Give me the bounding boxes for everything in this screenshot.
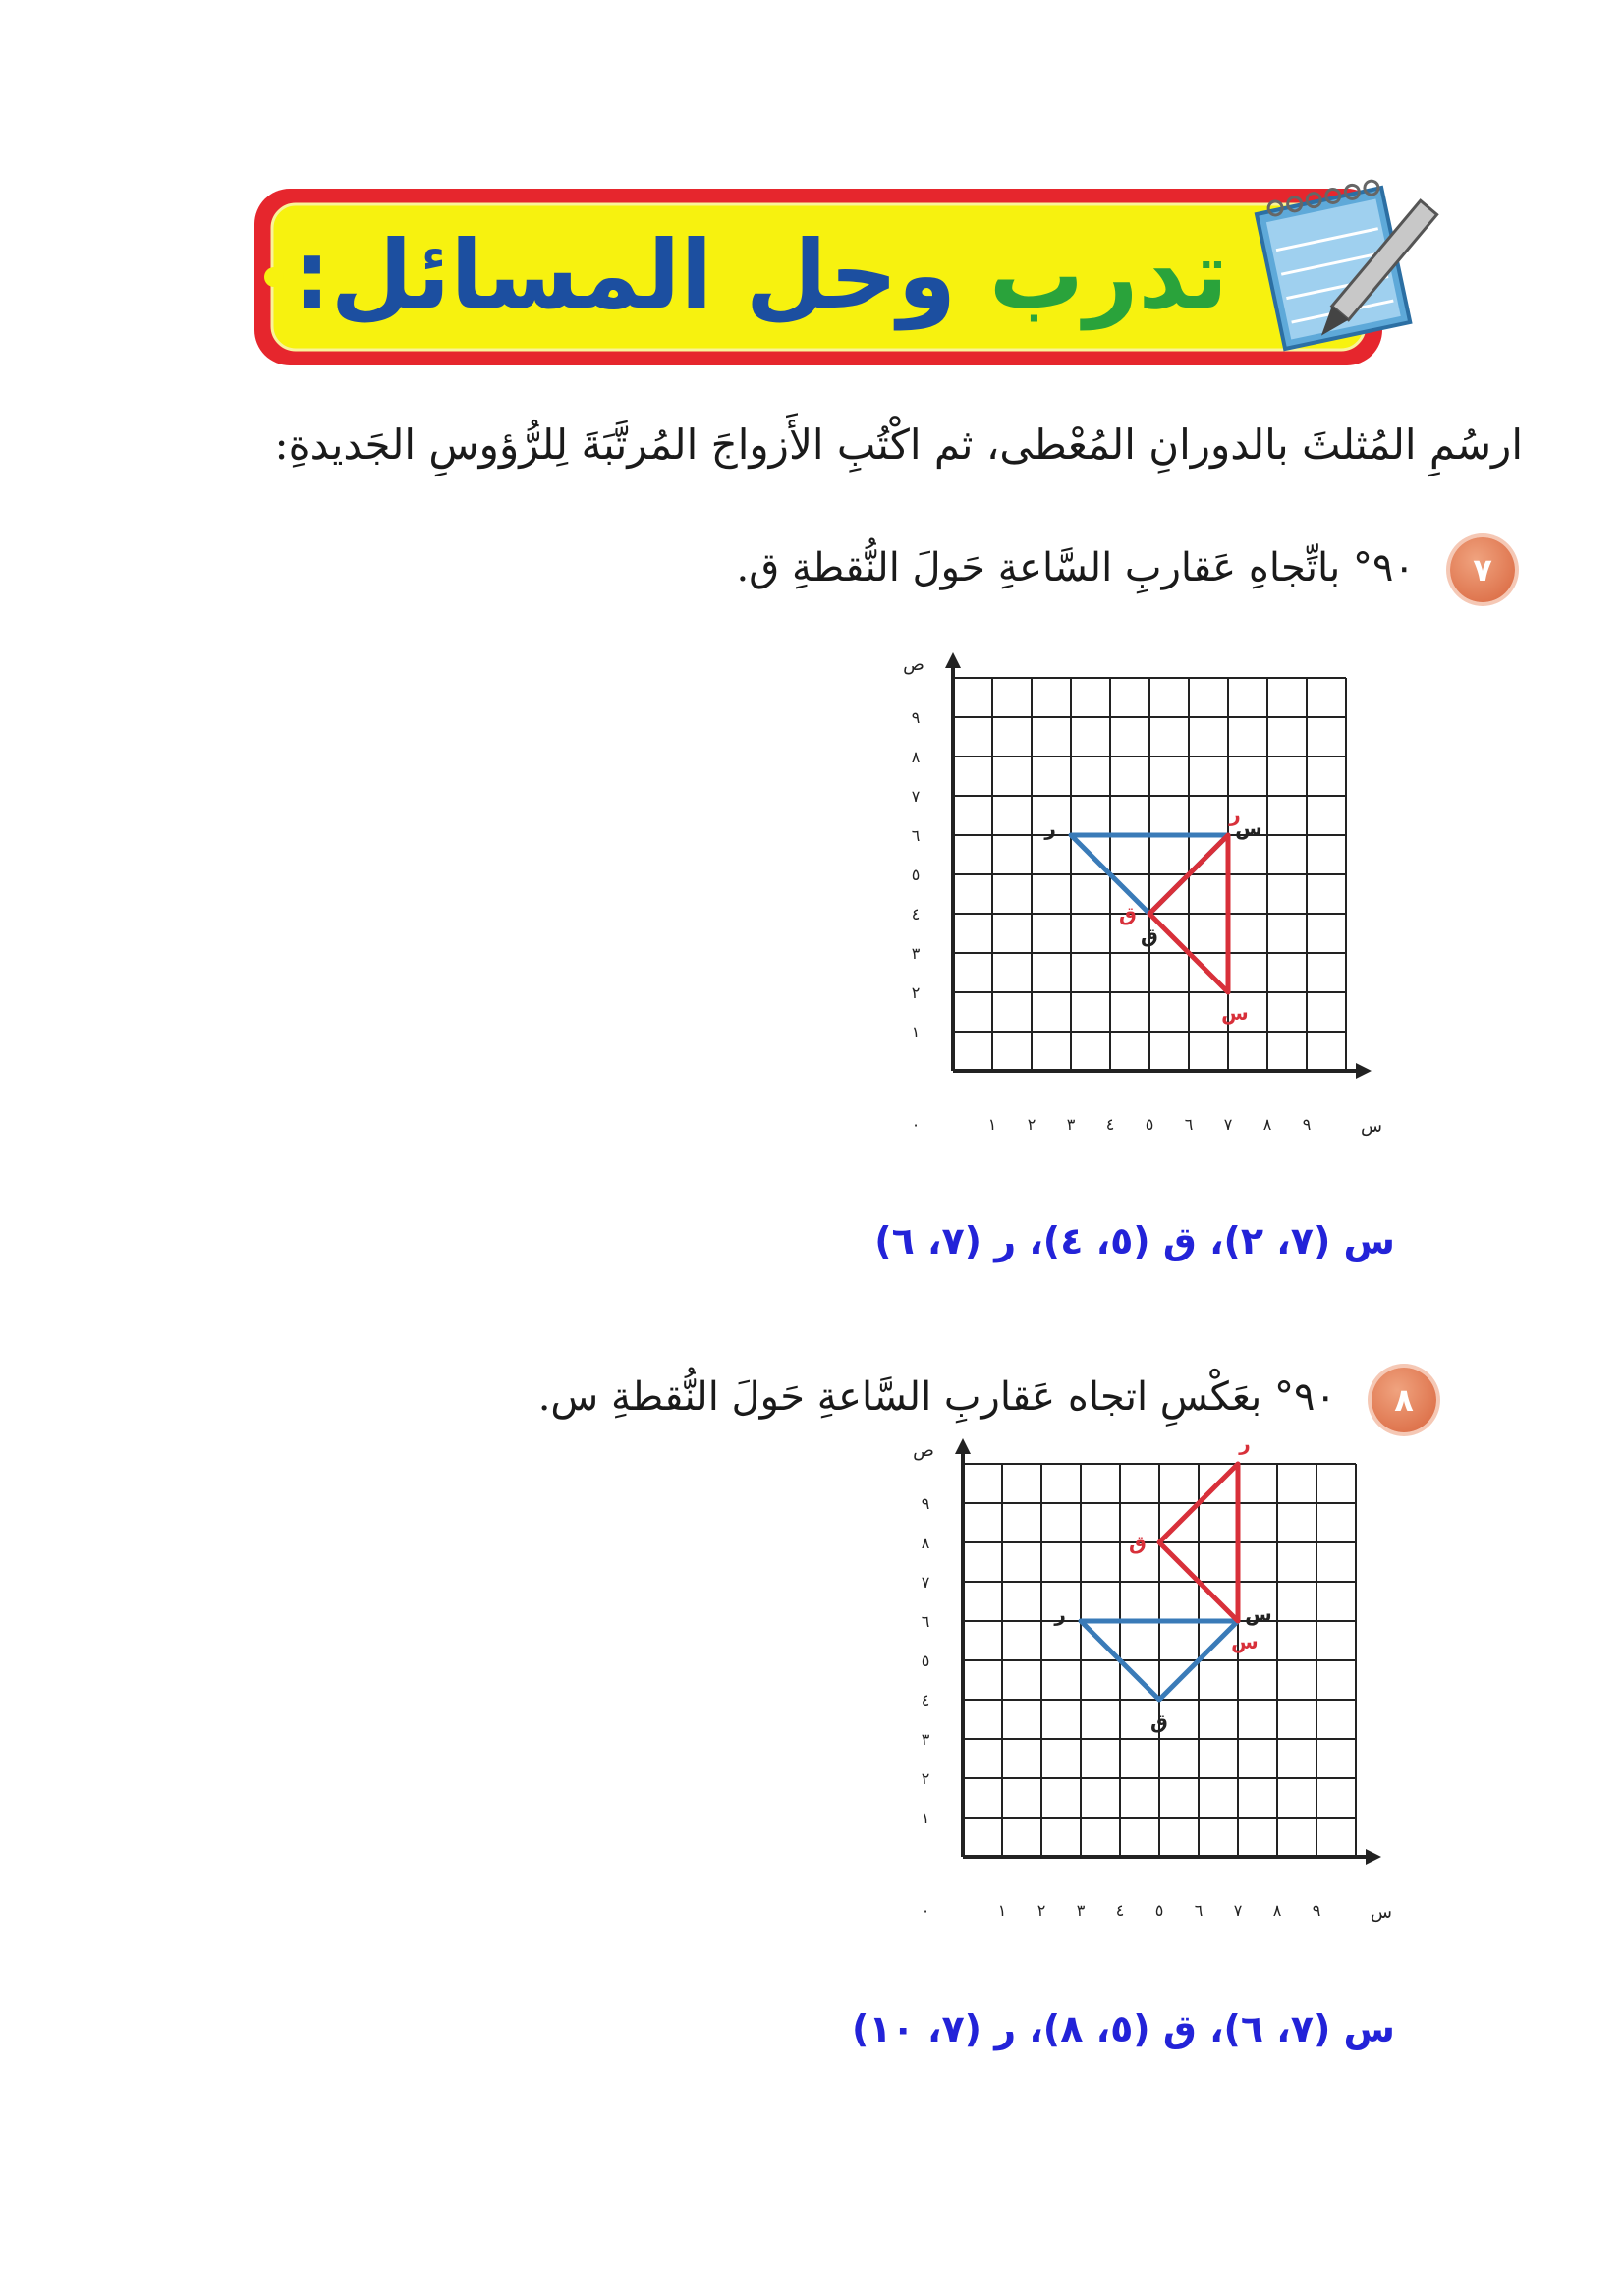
problem-8-text: ٩٠° بعَكْسِ اتجاه عَقاربِ السَّاعةِ حَولَ النُّقطةِ س. (537, 1374, 1336, 1420)
y-tick-label: ٥ (921, 1651, 930, 1670)
y-tick-label: ٦ (911, 826, 921, 845)
x-tick-label: ٢ (1036, 1901, 1046, 1920)
problem-7-text: ٩٠° باتِّجاهِ عَقاربِ السَّاعةِ حَولَ النُّقطةِ ق. (736, 545, 1415, 590)
x-tick-label: ٩ (1302, 1115, 1312, 1134)
x-tick-label: ١ (987, 1115, 997, 1134)
y-tick-label: ٦ (921, 1612, 930, 1631)
x-tick-label: ٦ (1184, 1115, 1194, 1134)
title-part-practice: تدرب (988, 220, 1228, 330)
x-tick-label: ٧ (1233, 1901, 1243, 1920)
y-tick-label: ٤ (921, 1691, 930, 1709)
y-axis-label: ص (913, 1440, 934, 1461)
y-tick-label: ٨ (911, 748, 921, 766)
vertex-label-original: س (1245, 1602, 1272, 1627)
x-tick-label: ٨ (1262, 1115, 1272, 1134)
y-axis-arrow (955, 1438, 971, 1454)
origin-label: ٠ (921, 1901, 930, 1920)
x-axis-arrow (1356, 1063, 1372, 1079)
vertex-label-image: ر (1229, 803, 1241, 827)
vertex-label-original: ق (1150, 1709, 1168, 1733)
x-tick-label: ٤ (1115, 1901, 1125, 1920)
x-axis-label: س (1371, 1902, 1392, 1923)
origin-label: ٠ (911, 1115, 921, 1134)
problem-8-answer: س (٧، ٦)، ق (٥، ٨)، ر (٧، ١٠) (852, 2007, 1395, 2050)
x-tick-label: ١ (997, 1901, 1007, 1920)
section-title (295, 201, 1228, 349)
vertex-label-image: س (1231, 1629, 1259, 1653)
y-axis-label: ص (903, 654, 924, 675)
x-tick-label: ٨ (1272, 1901, 1282, 1920)
vertex-label-original: ر (1054, 1602, 1066, 1627)
y-tick-label: ٧ (911, 787, 921, 806)
graph-problem-7 (874, 654, 1385, 1149)
x-tick-label: ٦ (1194, 1901, 1204, 1920)
x-axis-arrow (1366, 1849, 1381, 1865)
problem-8-number-badge: ٨ (1372, 1368, 1436, 1432)
y-tick-label: ١ (911, 1023, 921, 1041)
vertex-label-original: ر (1044, 816, 1056, 841)
y-tick-label: ٥ (911, 866, 921, 884)
x-axis-label: س (1361, 1116, 1382, 1137)
vertex-label-image: ق (1129, 1531, 1147, 1554)
problem-7-answer: س (٧، ٢)، ق (٥، ٤)، ر (٧، ٦) (874, 1219, 1395, 1262)
vertex-label-original: ق (1141, 924, 1158, 947)
y-tick-label: ٢ (911, 983, 921, 1002)
instruction-text: ارسُمِ المُثلثَ بالدورانِ المُعْطى، ثم اكْتُبِ الأَزواجَ المُرتَّبَةَ لِلرُّؤوسِ الجَديدةِ: (274, 420, 1523, 469)
problem-7-number-badge: ٧ (1450, 537, 1515, 602)
x-tick-label: ٩ (1312, 1901, 1321, 1920)
y-axis-arrow (945, 652, 961, 668)
vertex-label-image: ر (1239, 1431, 1251, 1456)
vertex-label-image: س (1221, 1000, 1249, 1025)
y-tick-label: ٩ (921, 1494, 930, 1513)
vertex-label-original: س (1235, 816, 1262, 841)
vertex-label-image: ق (1119, 902, 1137, 925)
x-tick-label: ٥ (1154, 1901, 1164, 1920)
y-tick-label: ١ (921, 1809, 930, 1827)
y-tick-label: ٣ (911, 944, 921, 963)
y-tick-label: ٤ (911, 905, 921, 924)
x-tick-label: ٤ (1105, 1115, 1115, 1134)
x-tick-label: ٧ (1223, 1115, 1233, 1134)
x-tick-label: ٣ (1076, 1901, 1086, 1920)
x-tick-label: ٥ (1145, 1115, 1154, 1134)
graph-problem-8 (884, 1431, 1395, 1935)
y-tick-label: ٢ (921, 1769, 930, 1788)
x-tick-label: ٢ (1027, 1115, 1036, 1134)
y-tick-label: ٩ (911, 708, 921, 727)
notepad-pen-icon (1240, 169, 1436, 365)
title-part-solve: وحل المسائل: (293, 220, 957, 330)
y-tick-label: ٣ (921, 1730, 930, 1749)
y-tick-label: ٧ (921, 1573, 930, 1592)
x-tick-label: ٣ (1066, 1115, 1076, 1134)
y-tick-label: ٨ (921, 1534, 930, 1552)
